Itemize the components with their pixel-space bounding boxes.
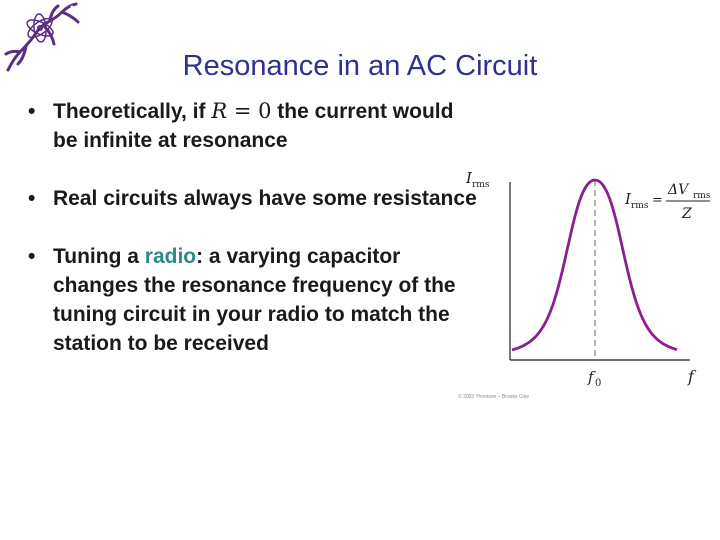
bullet-list (28, 97, 478, 387)
bullet-text-suffix: the current would be infinite at resonance (53, 100, 454, 152)
bullet-dot: • (28, 187, 36, 210)
highlight-word-radio: radio (144, 245, 197, 268)
formula-numerator-sub: rms (693, 191, 711, 201)
slide-title: Resonance in an AC Circuit (182, 50, 538, 82)
formula-lhs-sub: rms (631, 201, 649, 211)
bullet-dot: • (28, 245, 36, 268)
bullet-text-prefix: Tuning a (53, 245, 145, 268)
bullet-text-prefix: Theoretically, if (53, 100, 212, 123)
formula-lhs: I (625, 190, 631, 208)
formula-numerator: ΔV (668, 182, 689, 198)
bullet-text: Real circuits always have some resistance (53, 187, 477, 210)
bullet-dot: • (28, 100, 36, 123)
bullet-item-real-circuits (28, 184, 478, 213)
peak-frequency-sub: 0 (595, 378, 602, 389)
math-equals-zero: = 0 (227, 99, 272, 123)
bullet-text-suffix: : a varying capacitor changes the resonance frequency of the tuning circuit in your radio to match the station to be received (53, 245, 456, 355)
bullet-item-tuning-radio (28, 242, 478, 358)
y-axis-label: I (466, 169, 472, 187)
x-axis-label: f (688, 367, 694, 386)
math-variable-r: R (211, 99, 228, 123)
resonance-curve-figure (440, 160, 720, 410)
formula-equals: = (652, 193, 663, 208)
bullet-item-theoretical (28, 97, 478, 155)
figure-credit: © 2003 Thomson – Brooks Cole (458, 394, 530, 400)
peak-frequency-label: f (588, 368, 594, 386)
y-axis-label-sub: rms (472, 180, 490, 190)
formula-denominator: Z (682, 206, 692, 222)
